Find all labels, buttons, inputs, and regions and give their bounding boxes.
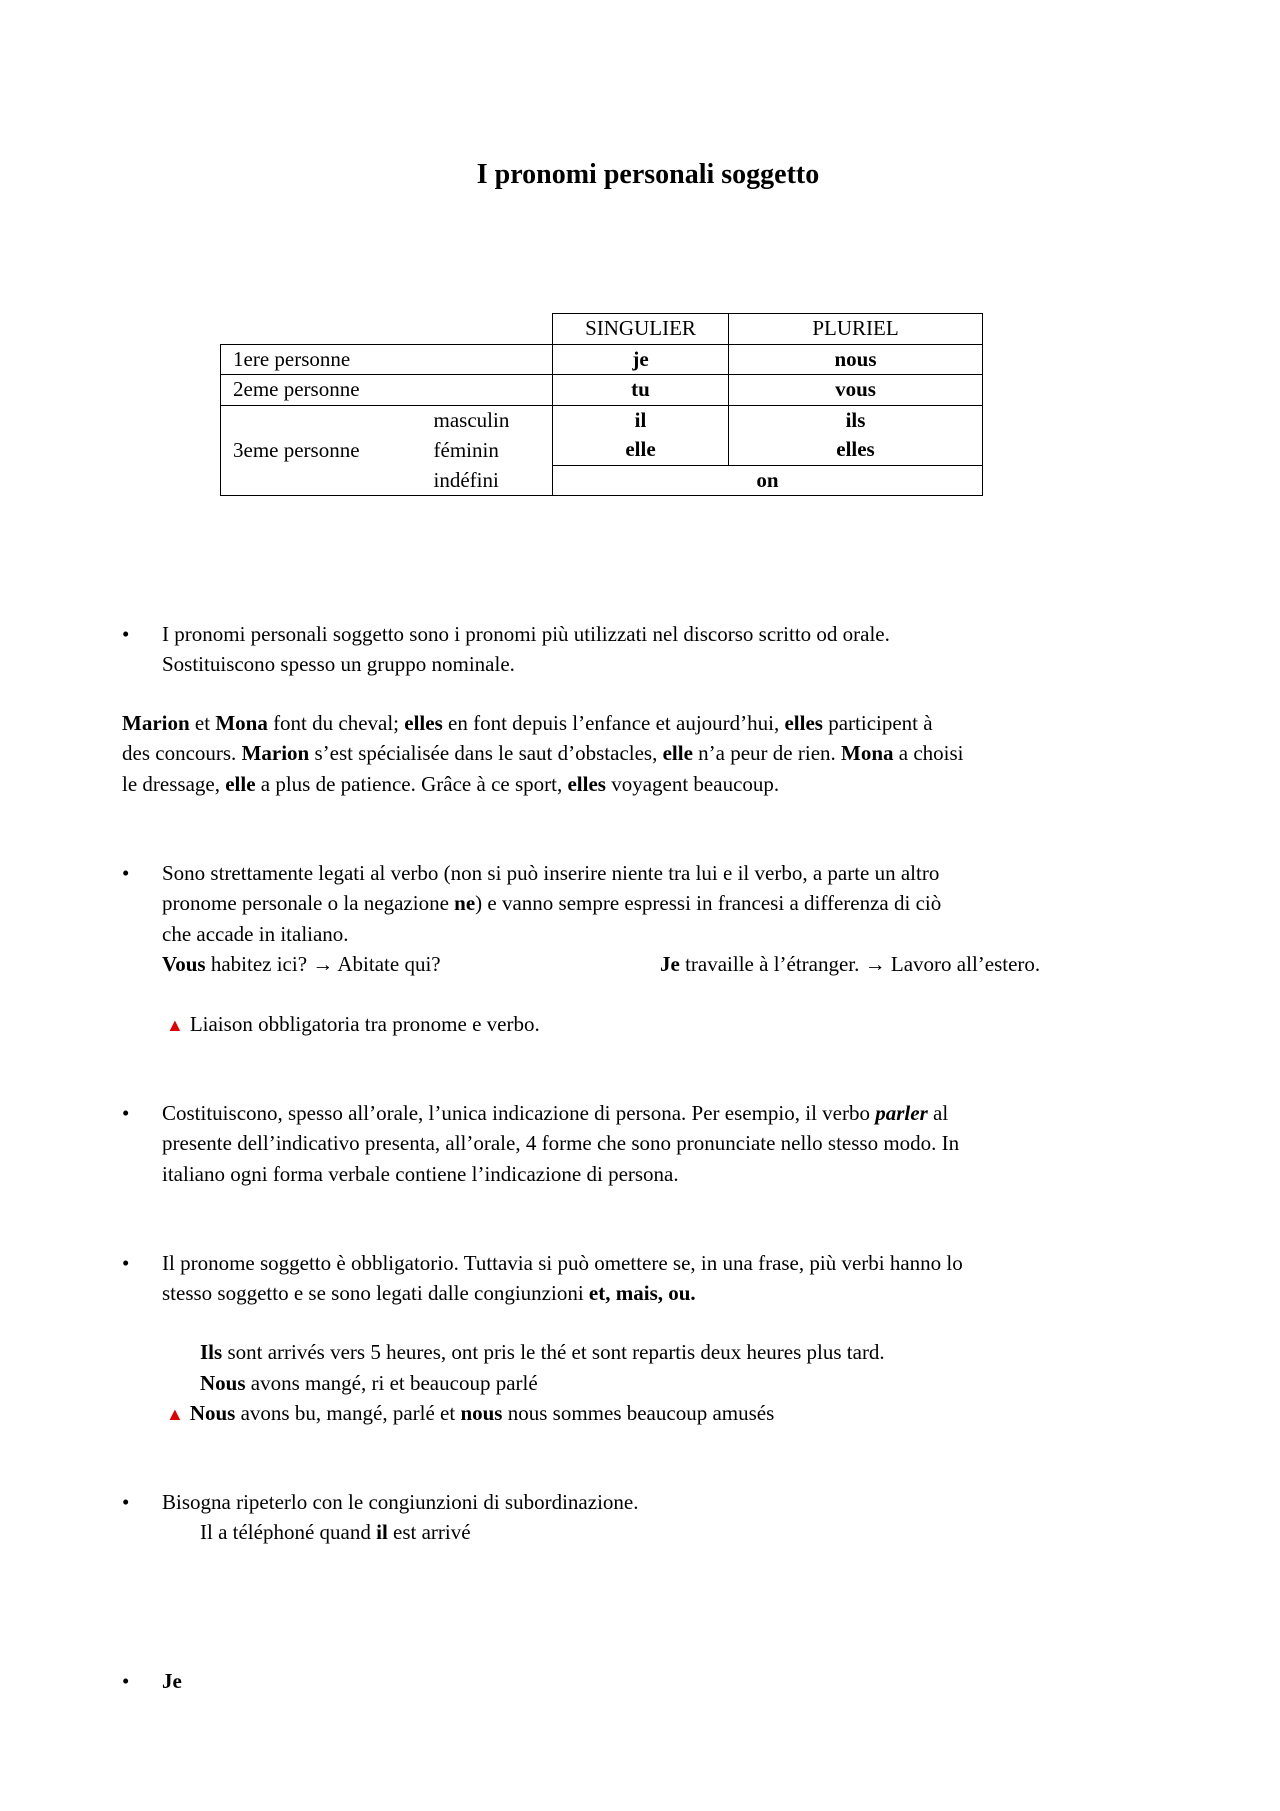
pronoun-singular: tu	[553, 375, 729, 406]
bullet-line	[162, 1159, 959, 1189]
example-paragraph	[122, 708, 964, 799]
text-run: al	[927, 1101, 949, 1125]
bullet-line	[162, 1128, 959, 1158]
text-run: nous sommes beaucoup amusés	[502, 1401, 775, 1425]
warning-note	[166, 1009, 540, 1040]
pronoun-plural: elles	[729, 435, 983, 465]
text-run: est arrivé	[387, 1520, 471, 1544]
bullet-content	[162, 1487, 638, 1517]
bullet-item	[122, 1248, 963, 1309]
text-run: Il a téléphoné quand	[200, 1520, 377, 1544]
text-run: stesso soggetto e se sono legati dalle congiunzioni	[162, 1281, 589, 1306]
bold-text-run: ne	[454, 891, 476, 916]
bullet-line	[162, 1248, 963, 1278]
row-label-second-person: 2eme personne	[221, 375, 553, 406]
bold-text-run: Marion	[241, 741, 310, 766]
warning-triangle-icon: ▲	[166, 1404, 184, 1424]
bullet-line	[162, 649, 890, 679]
table-row	[221, 375, 983, 406]
text-run: Liaison obbligatoria tra pronome e verbo.	[189, 1012, 540, 1036]
bold-text-run: elles	[784, 711, 823, 735]
text-run: et	[189, 711, 216, 735]
text-run: s’est spécialisée dans le saut d’obstacles,	[309, 741, 663, 766]
row-label-third-person: 3eme personne	[221, 405, 424, 496]
example-row	[162, 949, 1041, 979]
example-right	[660, 949, 1040, 979]
bold-text-run: Mona	[215, 711, 268, 735]
header-singular: SINGULIER	[553, 314, 729, 345]
text-run: a choisi	[893, 741, 964, 766]
example-line	[200, 1517, 471, 1547]
example-line	[200, 1368, 538, 1398]
text-run: habitez ici? → Abitate qui?	[205, 951, 441, 976]
bold-text-run: parler	[875, 1101, 928, 1125]
bold-text-run: elles	[567, 771, 606, 796]
warning-triangle-icon: ▲	[166, 1015, 184, 1035]
example-line	[200, 1337, 885, 1367]
bullet-line	[162, 1098, 959, 1128]
bullet-content	[162, 1666, 182, 1696]
table-header-row	[221, 314, 983, 345]
bold-text-run: elles	[404, 711, 443, 735]
row-label-first-person: 1ere personne	[221, 344, 553, 375]
bullet-icon: •	[122, 1251, 130, 1275]
text-run: voyagent beaucoup.	[605, 771, 780, 796]
table-row	[221, 405, 983, 435]
bold-text-run: elle	[225, 771, 256, 796]
table-row	[221, 344, 983, 375]
bold-text-run: Nous	[189, 1401, 236, 1425]
text-run: sont arrivés vers 5 heures, ont pris le thé et sont repartis deux heures plus tard.	[222, 1340, 885, 1364]
pronoun-plural: ils	[729, 405, 983, 435]
text-run: avons mangé, ri et beaucoup parlé	[245, 1371, 538, 1395]
bold-text-run: Nous	[200, 1371, 246, 1395]
text-run: Il pronome soggetto è obbligatorio. Tuttavia si può omettere se, in una frase, più verbi hanno lo	[162, 1251, 963, 1275]
bullet-content	[162, 1098, 959, 1189]
text-run: che accade in italiano.	[162, 921, 349, 946]
bullet-item	[122, 1487, 638, 1517]
pronoun-plural: vous	[729, 375, 983, 406]
gender-label-feminine: féminin	[424, 435, 553, 465]
bullet-icon: •	[122, 1490, 130, 1514]
bold-text-run: et, mais, ou.	[588, 1281, 696, 1306]
bullet-line	[162, 619, 890, 649]
pronoun-singular: elle	[553, 435, 729, 465]
bullet-icon: •	[122, 861, 130, 885]
bullet-line	[162, 919, 941, 949]
text-run: a plus de patience. Grâce à ce sport,	[255, 771, 568, 796]
bullet-icon: •	[122, 1669, 130, 1693]
gender-label-masculine: masculin	[424, 405, 553, 435]
header-plural: PLURIEL	[729, 314, 983, 345]
text-run: I pronomi personali soggetto sono i pronomi più utilizzati nel discorso scritto od orale.	[162, 622, 890, 646]
pronoun-indefinite: on	[553, 465, 983, 496]
bullet-icon: •	[122, 1101, 130, 1125]
text-run: en font depuis l’enfance et aujourd’hui,	[442, 711, 785, 735]
bold-text-run: nous	[460, 1401, 503, 1425]
text-run: participent à	[822, 711, 933, 735]
text-run: le dressage,	[122, 771, 226, 796]
text-run: avons bu, mangé, parlé et	[235, 1401, 461, 1425]
text-run: travaille à l’étranger. → Lavoro all’estero.	[679, 951, 1041, 976]
example-text	[190, 1401, 774, 1425]
bold-text-run: Mona	[841, 741, 894, 766]
bullet-line	[162, 858, 941, 888]
pronoun-singular: je	[553, 344, 729, 375]
bullet-content	[162, 858, 1041, 979]
text-run: n’a peur de rien.	[692, 741, 842, 766]
bullet-item	[122, 619, 890, 680]
bold-text-run: Marion	[122, 711, 190, 735]
bullet-icon: •	[122, 622, 130, 646]
paragraph-line	[122, 769, 964, 799]
bold-text-run: Je	[162, 1669, 182, 1693]
bold-text-run: Je	[660, 951, 680, 976]
bullet-content	[162, 619, 890, 680]
bullet-line	[162, 1666, 182, 1696]
bold-text-run: Ils	[200, 1340, 223, 1364]
warning-text	[190, 1012, 540, 1036]
bullet-line	[162, 1487, 638, 1517]
page-title: I pronomi personali soggetto	[476, 159, 820, 190]
bold-text-run: il	[376, 1520, 388, 1544]
paragraph-line	[122, 708, 964, 738]
text-run: Sono strettamente legati al verbo (non si può inserire niente tra lui e il verbo, a parte un altro	[162, 861, 940, 885]
bullet-item	[122, 1098, 959, 1189]
text-run: pronome personale o la negazione	[162, 891, 455, 916]
pronouns-table	[220, 313, 983, 496]
text-run: Bisogna ripeterlo con le congiunzioni di subordinazione.	[162, 1490, 639, 1514]
paragraph-line	[122, 738, 964, 768]
pronoun-singular: il	[553, 405, 729, 435]
bullet-item	[122, 858, 1041, 979]
gender-label-indefinite: indéfini	[424, 465, 553, 496]
example-line-warning	[166, 1398, 774, 1429]
text-run: ) e vanno sempre espressi in francesi a differenza di ciò	[475, 891, 942, 916]
pronoun-plural: nous	[729, 344, 983, 375]
text-run: font du cheval;	[267, 711, 405, 735]
bullet-line	[162, 888, 941, 918]
bullet-line	[162, 1278, 963, 1308]
bold-text-run: elle	[662, 741, 693, 766]
text-run: Costituiscono, spesso all’orale, l’unica indicazione di persona. Per esempio, il verbo	[162, 1101, 876, 1125]
text-run: des concours.	[122, 741, 242, 766]
text-run: presente dell’indicativo presenta, all’orale, 4 forme che sono pronunciate nello stesso modo. In	[162, 1131, 960, 1156]
example-left	[162, 952, 441, 976]
bullet-item	[122, 1666, 182, 1696]
bullet-content	[162, 1248, 963, 1309]
text-run: italiano ogni forma verbale contiene l’indicazione di persona.	[162, 1161, 679, 1186]
bold-text-run: Vous	[162, 951, 206, 976]
text-run: Sostituiscono spesso un gruppo nominale.	[162, 652, 515, 677]
table-corner-empty	[221, 314, 553, 345]
